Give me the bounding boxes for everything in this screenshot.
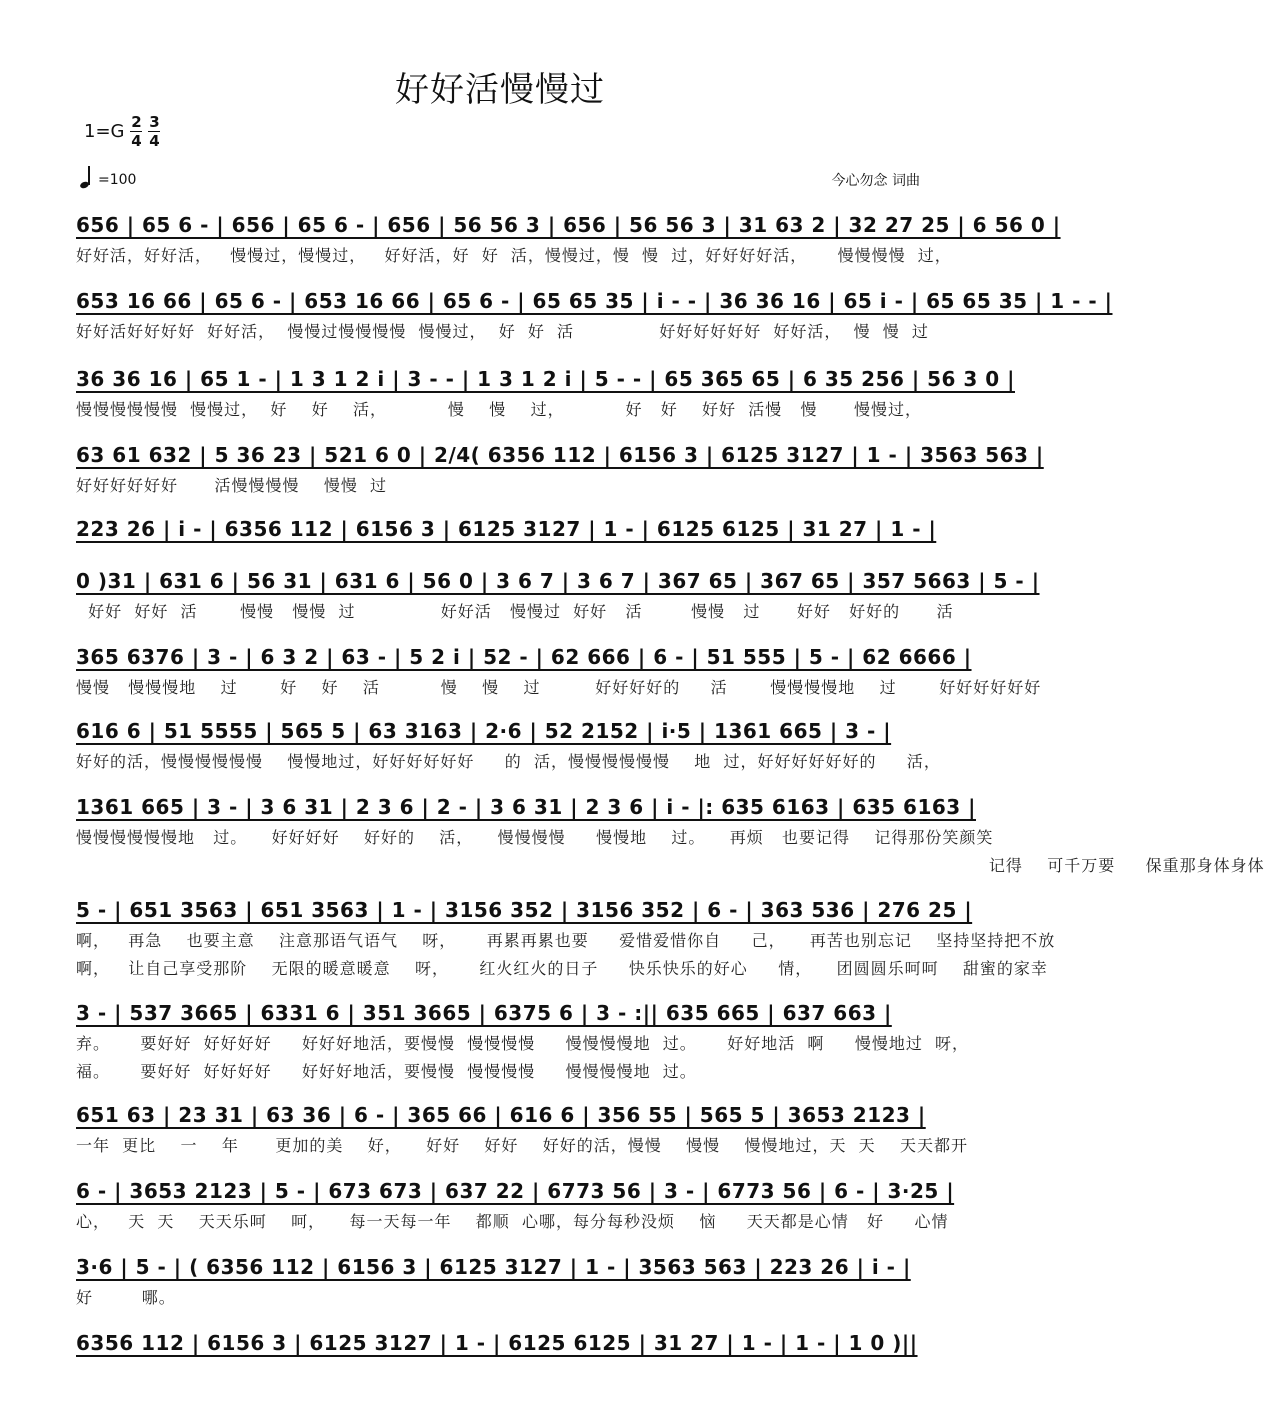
lyric-line: 一年 更比 一 年 更加的美 好， 好好 好好 好好的活，慢慢 慢慢 慢慢地过，天 天 天天都开 [76,1136,968,1155]
quarter-note-icon [80,166,94,188]
score-system [76,716,941,774]
score-title: 好好活慢慢过 [395,70,605,110]
notation-line: 365 6376 | 3 - | 6 3 2 | 63 - | 5 2 i | 52 - | 62 666 | 6 - | 51 555 | 5 - | 62 6666 | [76,645,972,669]
lyric-line: 慢慢 慢慢慢地 过 好 好 活 慢 慢 过 好好好好的 活 慢慢慢慢地 过 好好好好好好 [76,678,1042,697]
time-signature-2 [148,114,160,149]
score-system [76,1100,968,1158]
lyric-line: 好好 好好 活 慢慢 慢慢 过 好好活 慢慢过 好好 活 慢慢 过 好好 好好的 活 [76,602,954,621]
notation-line: 651 63 | 23 31 | 63 36 | 6 - | 365 66 | 616 6 | 356 55 | 565 5 | 3653 2123 | [76,1103,926,1127]
lyric-line: 心， 天 天 天天乐呵 呵， 每一天每一年 都顺 心哪，每分每秒没烦 恼 天天都是心情 好 心情 [76,1212,949,1231]
lyric-line [76,1362,926,1386]
time-numerator: 3 [149,113,160,131]
notation-line: 1361 665 | 3 - | 3 6 31 | 2 3 6 | 2 - | 3 6 31 | 2 3 6 | i - |: 635 6163 | 635 6163 | [76,795,976,819]
score-system [76,1252,926,1310]
score-system [76,1176,955,1234]
key-label: 1=G [84,121,125,142]
time-signature-1 [130,114,142,149]
score-system [76,440,1044,498]
time-denominator: 4 [131,132,142,150]
notation-line: 6 - | 3653 2123 | 5 - | 673 673 | 637 22 | 6773 56 | 3 - | 6773 56 | 6 - | 3·25 | [76,1179,955,1203]
key-signature [84,114,160,149]
lyric-line: 弃。 要好好 好好好好 好好好地活，要慢慢 慢慢慢慢 慢慢慢慢地 过。 好好地活 啊 慢慢地过 呀， [76,1034,970,1053]
time-numerator: 2 [131,113,142,131]
notation-line: 656 | 65 6 - | 656 | 65 6 - | 656 | 56 56 3 | 656 | 56 56 3 | 31 63 2 | 32 27 25 | 6 56 0 | [76,213,1061,237]
lyric-line: 好好活好好好好 好好活， 慢慢过慢慢慢慢 慢慢过， 好 好 活 好好好好好好 好好活， 慢 慢 过 [76,322,929,341]
score-system [76,286,1113,344]
score-system [76,642,1042,700]
score-system [76,792,1265,878]
score-system [76,998,970,1084]
tempo-value: =100 [98,172,137,188]
score-system [76,364,1015,422]
notation-line: 3 - | 537 3665 | 6331 6 | 351 3665 | 6375 6 | 3 - :|| 635 665 | 637 663 | [76,1001,892,1025]
score-system [76,1328,926,1386]
composer-credit: 今心勿念 词曲 [831,173,920,189]
lyric-line: 啊， 让自己享受那阶 无限的暖意暖意 呀， 红火红火的日子 快乐快乐的好心 情， 团圆圆乐呵呵 甜蜜的家幸 [76,959,1048,978]
lyric-line: 好好的活，慢慢慢慢慢慢 慢慢地过，好好好好好好 的 活，慢慢慢慢慢慢 地 过，好好好好好好的 活， [76,752,941,771]
time-denominator: 4 [149,132,160,150]
notation-line: 63 61 632 | 5 36 23 | 521 6 0 | 2/4( 6356 112 | 6156 3 | 6125 3127 | 1 - | 3563 563 | [76,443,1044,467]
notation-line: 653 16 66 | 65 6 - | 653 16 66 | 65 6 - | 65 65 35 | i - - | 36 36 16 | 65 i - | 65 65 35 | 1 - - | [76,289,1113,313]
lyric-line: 记得 可千万要 保重那身体身体 [76,856,1265,875]
lyric-line: 福。 要好好 好好好好 好好好地活，要慢慢 慢慢慢慢 慢慢慢慢地 过。 [76,1062,697,1081]
notation-line: 223 26 | i - | 6356 112 | 6156 3 | 6125 3127 | 1 - | 6125 6125 | 31 27 | 1 - | [76,517,937,541]
lyric-line: 好好好好好好 活慢慢慢慢 慢慢 过 [76,476,388,495]
lyric-line: 好好活，好好活， 慢慢过，慢慢过， 好好活，好 好 活，慢慢过，慢 慢 过，好好好好活， 慢慢慢慢 过， [76,246,952,265]
notation-line: 5 - | 651 3563 | 651 3563 | 1 - | 3156 352 | 3156 352 | 6 - | 363 536 | 276 25 | [76,898,973,922]
tempo-marking [80,166,136,188]
lyric-line: 好 哪。 [76,1288,176,1307]
score-system [76,895,1056,981]
notation-line: 36 36 16 | 65 1 - | 1 3 1 2 i | 3 - - | 1 3 1 2 i | 5 - - | 65 365 65 | 6 35 256 | 56 3 0 | [76,367,1015,391]
notation-line: 3·6 | 5 - | ( 6356 112 | 6156 3 | 6125 3127 | 1 - | 3563 563 | 223 26 | i - | [76,1255,911,1279]
score-system [76,210,1061,268]
lyric-line: 啊， 再急 也要主意 注意那语气语气 呀， 再累再累也要 爱惜爱惜你自 己， 再苦也别忘记 坚持坚持把不放 [76,931,1056,950]
lyric-line: 慢慢慢慢慢慢地 过。 好好好好 好好的 活， 慢慢慢慢 慢慢地 过。 再烦 也要记得 记得那份笑颜笑 [76,828,994,847]
lyric-line: 慢慢慢慢慢慢 慢慢过， 好 好 活， 慢 慢 过， 好 好 好好 活慢 慢 慢慢过， [76,400,922,419]
notation-line: 6356 112 | 6156 3 | 6125 3127 | 1 - | 6125 6125 | 31 27 | 1 - | 1 - | 1 0 )|| [76,1331,918,1355]
score-system [76,566,1040,624]
notation-line: 0 )31 | 631 6 | 56 31 | 631 6 | 56 0 | 3 6 7 | 3 6 7 | 367 65 | 367 65 | 357 5663 | 5 - | [76,569,1040,593]
notation-line: 616 6 | 51 5555 | 565 5 | 63 3163 | 2·6 | 52 2152 | i·5 | 1361 665 | 3 - | [76,719,892,743]
score-system [76,514,937,572]
